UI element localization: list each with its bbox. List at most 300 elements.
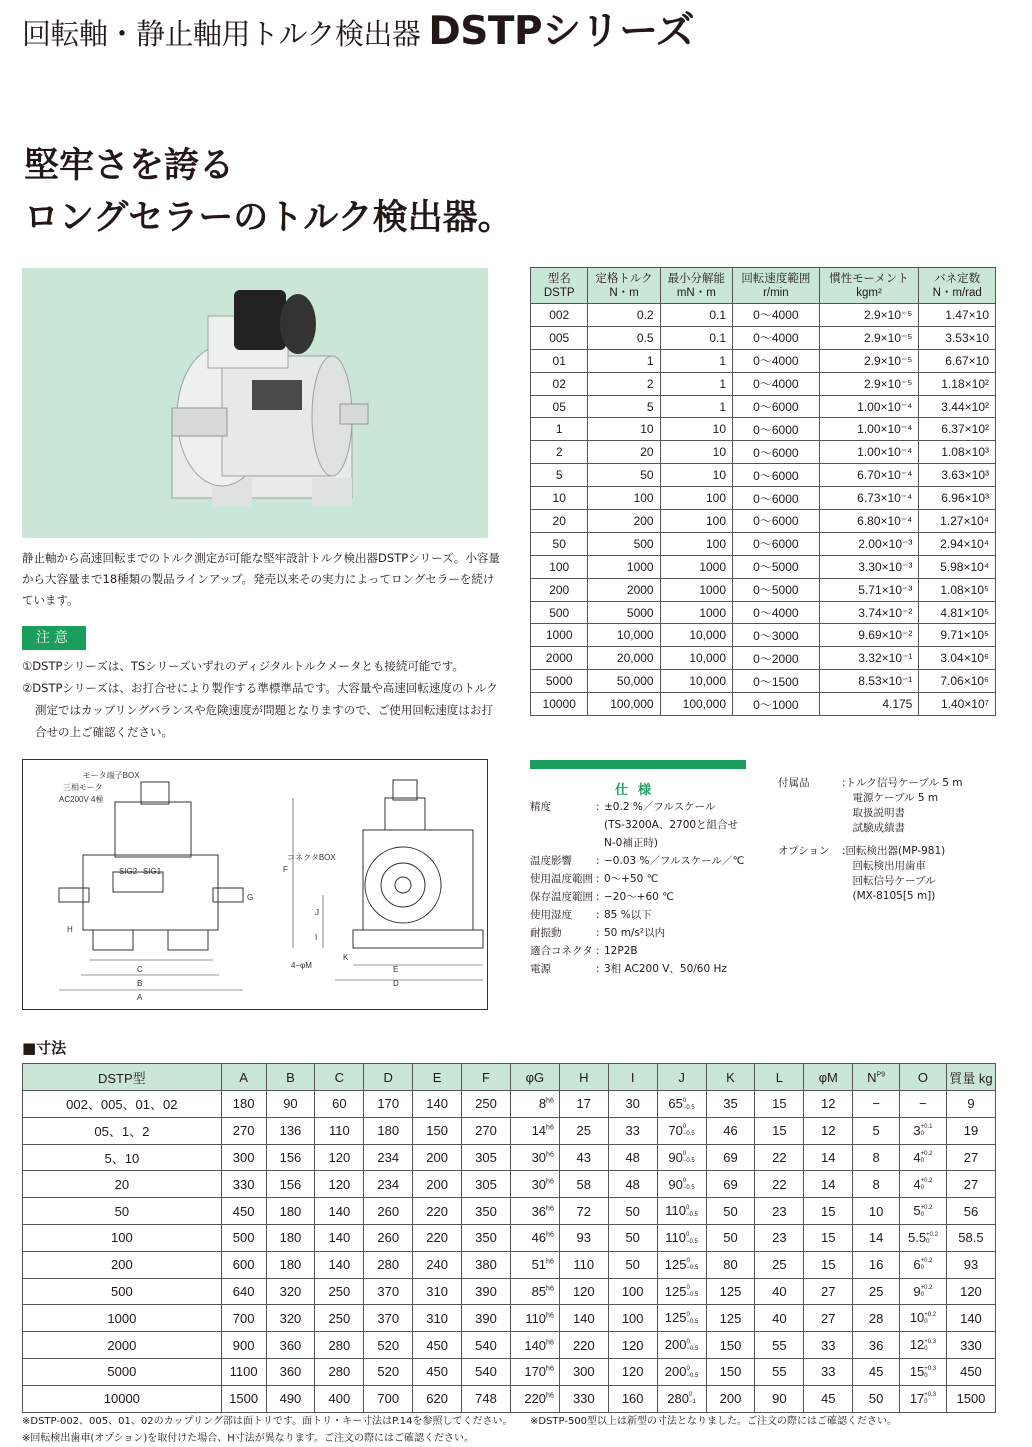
table-cell: 0～6000 — [733, 441, 820, 464]
dim-cell: 15 — [804, 1224, 853, 1251]
spec-row — [530, 834, 744, 852]
tolerance-lower: 0 — [926, 1238, 930, 1245]
dim-cell: 450 — [413, 1332, 462, 1359]
drawing-label: 三相モータ — [63, 783, 103, 792]
table-cell: 10,000 — [660, 670, 732, 693]
dim-header: D — [364, 1064, 413, 1091]
table-cell: 0～1000 — [733, 693, 820, 716]
dim-cell: 27 — [946, 1171, 995, 1198]
dim-cell: 5 — [853, 1117, 900, 1144]
accessory-row — [778, 889, 962, 904]
table-cell: 0～6000 — [733, 395, 820, 418]
tolerance-lower: −1 — [689, 1399, 696, 1406]
spec-label: 適合コネクタ — [530, 945, 593, 957]
table-row — [23, 1305, 996, 1332]
dim-cell: 120 — [608, 1358, 657, 1385]
footnotes — [22, 1413, 512, 1447]
table-row — [23, 1358, 996, 1385]
table-cell: 1.00×10⁻⁴ — [819, 418, 919, 441]
table-row — [531, 464, 996, 487]
table-cell: 3.30×10⁻³ — [819, 555, 919, 578]
dim-cell: 270 — [221, 1117, 266, 1144]
tolerance-class: h6 — [546, 1392, 554, 1400]
table-cell: 9.71×10⁵ — [919, 624, 996, 647]
table-cell: 50,000 — [588, 670, 660, 693]
dim-cell: $36^{h6}$ — [510, 1198, 559, 1225]
dim-cell: $8^{h6}$ — [510, 1091, 559, 1118]
dim-cell: 100 — [608, 1305, 657, 1332]
dim-cell: 16 — [853, 1251, 900, 1278]
tolerance — [921, 1258, 933, 1272]
dim-cell: 234 — [364, 1144, 413, 1171]
dim-cell: 110 — [559, 1251, 608, 1278]
tolerance-upper: 0 — [682, 1097, 687, 1104]
spec-row — [530, 852, 744, 870]
table-cell: 2.00×10⁻³ — [819, 532, 919, 555]
dim-cell: 234 — [364, 1171, 413, 1198]
dim-cell: 17 — [559, 1091, 608, 1118]
dim-cell: 125 0 −0.5 — [657, 1251, 706, 1278]
dim-cell: 120 — [559, 1278, 608, 1305]
table-row — [531, 624, 996, 647]
dim-cell: 1500 — [946, 1385, 995, 1412]
spec-row — [530, 798, 744, 816]
table-cell: 500 — [531, 601, 588, 624]
tolerance — [683, 1151, 695, 1165]
dim-cell: 1100 — [221, 1358, 266, 1385]
table-cell: 1000 — [660, 601, 732, 624]
spec-colon: : — [596, 855, 600, 867]
dim-cell: 4 +0.2 0 — [900, 1171, 947, 1198]
caution-item: ②DSTPシリーズは、お打合せにより製作する準標準品です。大容量や高速回転速度のトルク測定ではカップリングバランスや危険速度が問題となりますので、ご使用回転速度はお打合せの上ご確認ください。 — [22, 681, 498, 739]
tolerance-lower: −0.5 — [682, 1131, 695, 1138]
accessory-row — [778, 859, 962, 874]
table-cell: 1.00×10⁻⁴ — [819, 441, 919, 464]
accessory-item: 試験成績書 — [842, 822, 905, 834]
tolerance-lower: −0.5 — [686, 1238, 698, 1245]
tolerance-lower: −0.5 — [682, 1158, 695, 1165]
dimension-table — [22, 1063, 996, 1413]
dimension-drawing — [22, 759, 488, 1010]
accessory-item: :回転検出器(MP-981) — [842, 845, 946, 857]
dim-cell: 25 — [755, 1251, 804, 1278]
accessory-label — [778, 806, 842, 821]
accessory-row — [778, 844, 962, 859]
tolerance — [921, 1124, 933, 1138]
table-cell: 002 — [531, 304, 588, 327]
dim-cell: $220^{h6}$ — [510, 1385, 559, 1412]
drawing-label: 4−φM — [291, 961, 312, 970]
tolerance — [921, 1178, 933, 1192]
table-row — [531, 304, 996, 327]
dim-header: DSTP型 — [23, 1064, 222, 1091]
spec-label: 使用湿度 — [530, 909, 572, 921]
dim-cell: 72 — [559, 1198, 608, 1225]
dim-cell: 140 — [413, 1091, 462, 1118]
dim-cell: 50 — [706, 1198, 755, 1225]
table-cell: 50 — [588, 464, 660, 487]
dim-cell: 93 — [946, 1251, 995, 1278]
table-cell: 20,000 — [588, 647, 660, 670]
dim-cell: 900 — [221, 1332, 266, 1359]
dim-cell: 110 — [315, 1117, 364, 1144]
dimension-heading: ■寸法 — [22, 1039, 67, 1057]
table-cell: 1.18×10² — [919, 372, 996, 395]
dim-model: 500 — [23, 1278, 222, 1305]
tolerance-lower: −0.5 — [682, 1185, 695, 1192]
dim-cell: 33 — [608, 1117, 657, 1144]
table-cell: 5 — [531, 464, 588, 487]
tolerance — [686, 1312, 698, 1326]
spec-value: 12P2B — [604, 945, 638, 957]
accessory-row — [778, 791, 962, 806]
tolerance-upper: +0.3 — [924, 1338, 937, 1345]
catch-line-2: ロングセラーのトルク検出器。 — [24, 198, 513, 238]
spec-header-line: 定格トルク — [595, 272, 653, 285]
spec-label: 精度 — [530, 801, 551, 813]
tolerance — [686, 1258, 698, 1272]
tolerance-class: h6 — [546, 1124, 554, 1132]
table-row — [531, 510, 996, 533]
dim-cell: 33 — [804, 1358, 853, 1385]
tolerance-upper: 0 — [686, 1365, 690, 1372]
dim-cell: 50 — [853, 1385, 900, 1412]
accessory-row — [778, 806, 962, 821]
dim-cell: 125 0 −0.5 — [657, 1278, 706, 1305]
table-cell: 0.2 — [588, 304, 660, 327]
drawing-label: D — [393, 979, 399, 988]
dim-cell: − — [900, 1091, 947, 1118]
spec-header-line: 回転速度範囲 — [741, 272, 811, 285]
table-cell: 100,000 — [588, 693, 660, 716]
table-cell: 100 — [588, 487, 660, 510]
dim-cell: 250 — [315, 1305, 364, 1332]
dim-cell: 310 — [413, 1305, 462, 1332]
catch-copy — [24, 140, 513, 244]
dim-cell: 200 — [413, 1144, 462, 1171]
dim-cell: 136 — [266, 1117, 315, 1144]
dim-cell: 25 — [559, 1117, 608, 1144]
tolerance-class: h6 — [546, 1151, 554, 1159]
spec-header-line: r/min — [763, 286, 789, 299]
dim-cell: 220 — [413, 1224, 462, 1251]
dim-cell: 5.5 +0.2 0 — [900, 1224, 947, 1251]
table-row — [531, 372, 996, 395]
dim-cell: 400 — [315, 1385, 364, 1412]
tolerance-upper: 0 — [686, 1231, 690, 1238]
dim-cell: 10 — [853, 1198, 900, 1225]
dim-cell: 90 0 −0.5 — [657, 1171, 706, 1198]
table-row — [23, 1224, 996, 1251]
tolerance-upper: +0.2 — [920, 1258, 933, 1265]
dim-cell: 120 — [946, 1278, 995, 1305]
dim-cell: 250 — [462, 1091, 511, 1118]
tolerance — [921, 1285, 933, 1299]
table-cell: 200 — [588, 510, 660, 533]
table-cell: 1.40×10⁷ — [919, 693, 996, 716]
drawing-label: I — [315, 933, 318, 942]
dim-cell: 280 0 −1 — [657, 1385, 706, 1412]
dim-cell: 700 — [221, 1305, 266, 1332]
spec-header-line: 型名 — [547, 272, 571, 285]
tolerance — [683, 1124, 695, 1138]
spec-bar — [530, 760, 746, 769]
dim-cell: 180 — [266, 1198, 315, 1225]
dim-cell: 14 — [853, 1224, 900, 1251]
tolerance-class: h6 — [546, 1258, 554, 1266]
table-cell: 1.47×10 — [919, 304, 996, 327]
table-cell: 1 — [660, 372, 732, 395]
dim-cell: 15 — [804, 1251, 853, 1278]
table-cell: 6.73×10⁻⁴ — [819, 487, 919, 510]
dim-cell: 125 — [706, 1278, 755, 1305]
accessory-label: 付属品 — [778, 777, 810, 789]
tolerance-upper: 0 — [686, 1312, 690, 1319]
dim-cell: 260 — [364, 1224, 413, 1251]
dim-cell: 45 — [853, 1358, 900, 1385]
dim-cell: 36 — [853, 1332, 900, 1359]
table-cell: 3.74×10⁻² — [819, 601, 919, 624]
dim-cell: 4 +0.2 0 — [900, 1144, 947, 1171]
table-cell: 2.9×10⁻⁵ — [819, 372, 919, 395]
table-cell: 50 — [531, 532, 588, 555]
accessory-item: 取扱説明書 — [842, 807, 905, 819]
spec-value: ±0.2 %／フルスケール — [604, 801, 716, 813]
spec-header — [588, 268, 660, 304]
table-row — [23, 1091, 996, 1118]
table-cell: 0.5 — [588, 326, 660, 349]
dim-header: H — [559, 1064, 608, 1091]
dim-cell: 140 — [315, 1198, 364, 1225]
dim-cell: $14^{h6}$ — [510, 1117, 559, 1144]
spec-header — [531, 268, 588, 304]
dim-cell: 140 — [315, 1224, 364, 1251]
dim-cell: 14 — [804, 1144, 853, 1171]
dim-cell: 380 — [462, 1251, 511, 1278]
spec-row — [530, 960, 744, 978]
table-cell: 2.9×10⁻⁵ — [819, 349, 919, 372]
dim-cell: 100 — [608, 1278, 657, 1305]
dim-cell: 300 — [221, 1144, 266, 1171]
table-cell: 20 — [531, 510, 588, 533]
drawing-label: SIG1 — [143, 867, 162, 876]
dim-header: φG — [510, 1064, 559, 1091]
spec-label: 保存温度範囲 — [530, 891, 593, 903]
spec-colon: : — [596, 909, 600, 921]
table-cell: 0～5000 — [733, 578, 820, 601]
table-row — [23, 1251, 996, 1278]
tolerance — [921, 1151, 933, 1165]
accessory-item: :トルク信号ケーブル 5 m — [842, 777, 963, 789]
dim-header: J — [657, 1064, 706, 1091]
table-cell: 2 — [531, 441, 588, 464]
dim-header: E — [413, 1064, 462, 1091]
table-cell: 6.80×10⁻⁴ — [819, 510, 919, 533]
table-cell: 100 — [660, 532, 732, 555]
dim-cell: 160 — [608, 1385, 657, 1412]
tolerance-upper: 0 — [682, 1178, 687, 1185]
table-cell: 10,000 — [660, 647, 732, 670]
dim-model: 20 — [23, 1171, 222, 1198]
table-cell: 8.53×10⁻¹ — [819, 670, 919, 693]
table-cell: 1000 — [660, 578, 732, 601]
spec-header — [819, 268, 919, 304]
table-cell: 1000 — [588, 555, 660, 578]
table-cell: 2.9×10⁻⁵ — [819, 326, 919, 349]
dim-header: $N^{P9}$ — [853, 1064, 900, 1091]
dim-model: 002、005、01、02 — [23, 1091, 222, 1118]
spec-header — [733, 268, 820, 304]
spec-header-line: 最小分解能 — [667, 272, 726, 285]
accessory-label — [778, 874, 842, 889]
dim-cell: 46 — [706, 1117, 755, 1144]
table-cell: 20 — [588, 441, 660, 464]
title-jp: 回転軸・静止軸用トルク検出器 — [22, 17, 421, 51]
table-row — [531, 441, 996, 464]
accessories — [778, 776, 962, 904]
dim-cell: 270 — [462, 1117, 511, 1144]
spec-header-line: バネ定数 — [934, 272, 981, 285]
table-cell: 0～4000 — [733, 349, 820, 372]
table-cell: 1 — [588, 349, 660, 372]
table-cell: 4.175 — [819, 693, 919, 716]
dim-cell: 500 — [221, 1224, 266, 1251]
dim-cell: 93 — [559, 1224, 608, 1251]
spec-header-line: DSTP — [543, 286, 575, 299]
dim-cell: 150 — [413, 1117, 462, 1144]
dim-cell: 12 — [804, 1117, 853, 1144]
table-cell: 3.44×10² — [919, 395, 996, 418]
dim-cell: 360 — [266, 1358, 315, 1385]
dim-cell: 90 — [755, 1385, 804, 1412]
tolerance-upper: +0.2 — [920, 1178, 933, 1185]
table-cell: 5.98×10⁴ — [919, 555, 996, 578]
dim-cell: $85^{h6}$ — [510, 1278, 559, 1305]
drawing-label: J — [315, 908, 319, 917]
table-cell: 0～1500 — [733, 670, 820, 693]
dim-cell: 140 — [315, 1251, 364, 1278]
dim-cell: 370 — [364, 1278, 413, 1305]
dim-header-sup: P9 — [876, 1071, 886, 1079]
dim-cell: 330 — [559, 1385, 608, 1412]
tolerance — [683, 1098, 695, 1112]
dim-cell: $30^{h6}$ — [510, 1171, 559, 1198]
table-cell: 10 — [660, 464, 732, 487]
tolerance-upper: +0.3 — [924, 1365, 937, 1372]
table-cell: 0～4000 — [733, 601, 820, 624]
tolerance — [924, 1339, 936, 1353]
table-row — [531, 418, 996, 441]
tolerance-upper: 0 — [682, 1124, 687, 1131]
drawing-label: コネクタBOX — [287, 853, 336, 862]
spec-label: 耐振動 — [530, 927, 562, 939]
drawing-label: F — [283, 865, 288, 874]
page-title — [22, 8, 694, 56]
torque-detector-image — [22, 268, 488, 538]
tolerance-upper: 0 — [686, 1204, 690, 1211]
dim-cell: 200 0 −0.5 — [657, 1358, 706, 1385]
footnote: ※DSTP-002、005、01、02のカップリング部は面トリです。面トリ・キー寸法はP.14を参照してください。 — [22, 1416, 513, 1427]
table-cell: 4.81×10⁵ — [919, 601, 996, 624]
dim-cell: 8 — [853, 1144, 900, 1171]
dim-cell: 600 — [221, 1251, 266, 1278]
table-cell: 10,000 — [660, 624, 732, 647]
accessory-row — [778, 821, 962, 836]
spec-row — [530, 906, 744, 924]
table-cell: 6.37×10² — [919, 418, 996, 441]
tolerance-lower: 0 — [920, 1131, 924, 1138]
table-row — [531, 326, 996, 349]
dim-cell: 180 — [266, 1224, 315, 1251]
table-row — [531, 349, 996, 372]
table-cell: 500 — [588, 532, 660, 555]
tolerance — [689, 1392, 696, 1406]
footnote: ※回転検出歯車(オプション)を取付けた場合、H寸法が異なります。ご注文の際にはご確認ください。 — [22, 1433, 475, 1444]
table-cell: 005 — [531, 326, 588, 349]
drawing-label: H — [67, 925, 73, 934]
table-cell: 0.1 — [660, 326, 732, 349]
dim-cell: 6 +0.2 0 — [900, 1251, 947, 1278]
dim-cell: 58.5 — [946, 1224, 995, 1251]
dim-model: 100 — [23, 1224, 222, 1251]
dim-cell: 300 — [559, 1358, 608, 1385]
dim-cell: 120 — [608, 1332, 657, 1359]
table-row — [23, 1385, 996, 1412]
dim-cell: 450 — [221, 1198, 266, 1225]
table-cell: 0.1 — [660, 304, 732, 327]
dim-cell: 27 — [804, 1278, 853, 1305]
tolerance — [686, 1285, 698, 1299]
table-cell: 10,000 — [588, 624, 660, 647]
drawing-label: B — [137, 979, 143, 988]
spec-header-line: 慣性モーメント — [829, 272, 909, 285]
table-cell: 10 — [531, 487, 588, 510]
drawing-label: A — [137, 993, 143, 1002]
accessory-item: (MX-8105[5 m]) — [842, 890, 936, 902]
drawing-label: G — [247, 893, 254, 902]
dim-cell: 320 — [266, 1278, 315, 1305]
dim-cell: 17 +0.3 0 — [900, 1385, 947, 1412]
spec-title: 仕様 — [614, 783, 661, 798]
table-cell: 7.06×10⁶ — [919, 670, 996, 693]
dim-cell: 43 — [559, 1144, 608, 1171]
dim-model: 05、1、2 — [23, 1117, 222, 1144]
dim-cell: 200 0 −0.5 — [657, 1332, 706, 1359]
spec-colon: : — [596, 927, 600, 939]
dim-cell: 9 +0.2 0 — [900, 1278, 947, 1305]
spec-colon: : — [596, 801, 600, 813]
dim-cell: 350 — [462, 1198, 511, 1225]
accessory-row — [778, 776, 962, 791]
table-cell: 6.67×10 — [919, 349, 996, 372]
dim-cell: 200 — [706, 1385, 755, 1412]
accessory-label: オプション — [778, 845, 830, 857]
table-cell: 1.08×10⁵ — [919, 578, 996, 601]
dim-cell: 12 — [804, 1091, 853, 1118]
dim-cell: 3 +0.1 0 — [900, 1117, 947, 1144]
dim-cell: 33 — [804, 1332, 853, 1359]
dim-cell: 50 — [608, 1251, 657, 1278]
spec-header-line: N・m/rad — [932, 286, 982, 299]
dim-cell: 490 — [266, 1385, 315, 1412]
dim-cell: 15 — [804, 1198, 853, 1225]
table-row — [23, 1117, 996, 1144]
spec-row — [530, 816, 744, 834]
description: 静止軸から高速回転までのトルク測定が可能な堅牢設計トルク検出器DSTPシリーズ。小容量から大容量まで18種類の製品ラインアップ。発売以来その実力によってロングセラーを続けています。 — [22, 551, 500, 607]
dim-cell: 48 — [608, 1171, 657, 1198]
table-row — [531, 395, 996, 418]
spec-row — [530, 942, 744, 960]
